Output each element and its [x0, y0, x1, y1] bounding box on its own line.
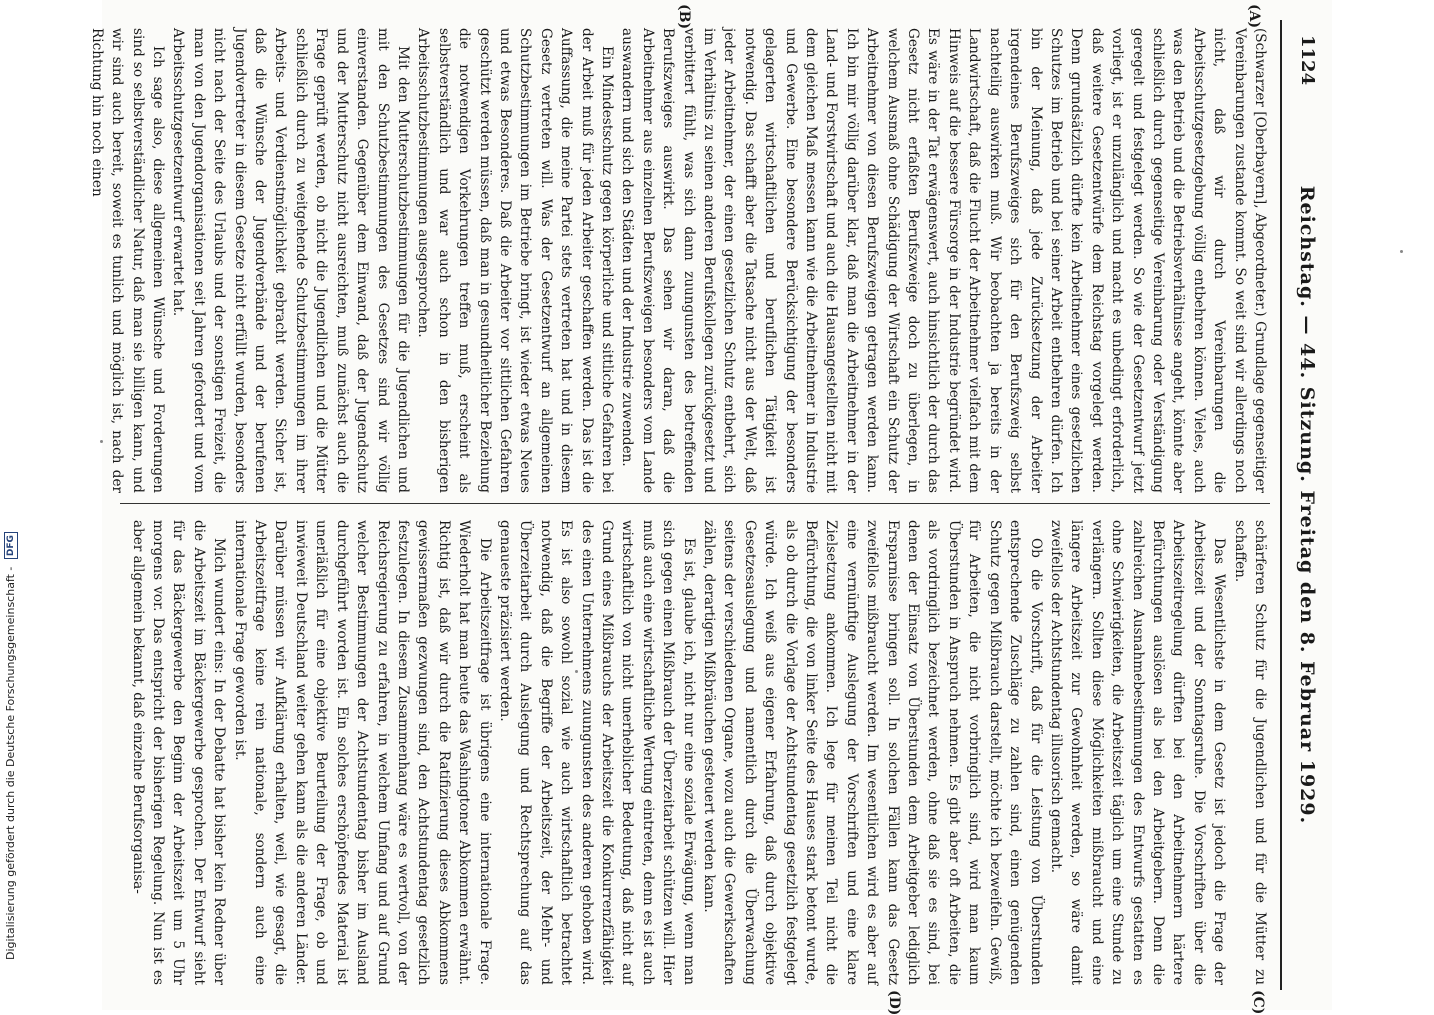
- scan-speck: [1400, 250, 1403, 253]
- margin-marker-c: (C): [1250, 990, 1266, 1015]
- page-title: Reichstag. — 44. Sitzung. Freitag den 8. Februar 1929.: [1296, 185, 1318, 825]
- right-column: [120, 520, 1270, 985]
- page-header: [1286, 0, 1326, 1010]
- paragraph: Das Wesentlichste in dem Gesetz ist jedoch die Frage der Arbeitszeit und der Sonntagsruhe. Die Vorschriften über die Arbeitszeitregelung dürften bei den Arbeitnehmern härtere Befürchtungen auslösen als bei den Arbeitgebern. Denn die zahlreichen Ausnahmebestimmungen des Entwurfs gestatten es ohne Schwierigkeiten, die Arbeitszeit täglich um eine Stunde zu verlängern. Sollten diese Möglichkeiten mißbraucht und eine längere Arbeitszeit zur Gewohnheit werden, so wäre damit zweifellos der Achtstundentag illusorisch gemacht.: [1047, 520, 1228, 985]
- margin-marker-a: (A): [1246, 4, 1262, 29]
- page-number: 1124: [1297, 35, 1318, 86]
- paragraph: schärferen Schutz für die Jugendlichen und für die Mütter zu schaffen.: [1231, 520, 1268, 985]
- margin-marker-d: (D): [886, 990, 902, 1015]
- paragraph: Ein Mindestschutz gegen körperliche und sittliche Gefahren bei der Arbeit muß für jeden Arbeiter geschaffen werden. Das ist die Auffassung, die meine Partei stets vertreten hat und in diesem Gesetz vertreten will. Was der Gesetzentwurf an allgemeinen Schutzbestimmungen im Betriebe bringt, ist wieder etwas Neues und etwas Besonderes. Daß die Arbeiter vor sittlichen Gefahren geschützt werden müssen, daß man in gesundheitlicher Beziehung die notwendigen Vorkehrungen treffen muß, erscheint als selbstverständlich und war auch schon in den bisherigen Arbeitsschutzbestimmungen ausgesprochen.: [415, 28, 615, 493]
- dfg-logo-icon: DFG: [4, 532, 18, 559]
- paragraph: Es ist, glaube ich, nicht nur eine soziale Erwägung, wenn man sich gegen einen Mißbrauch der Überzeitarbeit schützen will. Hier muß auch eine wirtschaftliche Wertung eintreten, denn es ist auch wirtschaftlich von nicht unerheblicher Bedeutung, daß nicht auf Grund eines Mißbrauchs der Arbeitszeit die Konkurrenzfähigkeit des einen Unternehmens zuungunsten des anderen gehoben wird. Es ist also sowohl sozial wie auch wirtschaftlich betrachtet notwendig, daß die Begriffe der Arbeitszeit, der Mehr- und Überzeitarbeit durch Auslegung und Rechtsprechung auf das genaueste präzisiert werden.: [496, 520, 697, 985]
- scan-speck: [100, 440, 103, 443]
- scanned-page: [88, 0, 1332, 1015]
- scan-speck: [575, 670, 578, 673]
- paragraph: Die Arbeitszeitfrage ist übrigens eine internationale Frage. Wiederholt hat man heute das Washingtoner Abkommen erwähnt. Richtig ist, daß wir durch die Ratifizierung dieses Abkommens gewissermaßen gezwungen sind, den Achtstundentag gesetzlich festzulegen. In diesem Zusammenhang wäre es wertvoll, von der Reichsregierung zu erfahren, in welchem Umfang und auf Grund welcher Bestimmungen der Achtstundentag bisher im Ausland durchgeführt worden ist. Ein solches erschöpfendes Material ist unerläßlich für eine objektive Beurteilung der Frage, ob und inwieweit Deutschland weiter gehen kann als die anderen Länder. Darüber müssen wir Aufklärung erhalten, weil, wie gesagt, die Arbeitszeitfrage keine rein nationale, sondern auch eine internationale Frage geworden ist.: [231, 520, 493, 985]
- paragraph: Ich sage also, diese allgemeinen Wünsche und Forderungen sind so selbstverständlicher Natur, daß man sie billigen kann, und wir sind auch bereit, soweit es tunlich und möglich ist, nach der Richtung hin noch einen: [88, 28, 167, 493]
- paragraph: Mich wundert eins: In der Debatte hat bisher kein Redner über die Arbeitszeit im Bäckergewerbe gesprochen. Der Entwurf sieht für das Bäckergewerbe den Beginn der Arbeitszeit um 5 Uhr morgens vor. Das entspricht der bisherigen Regelung. Nun ist es aber allgemein bekannt, daß einzelne Berufsorganisa-: [129, 520, 228, 985]
- credit-text: Digitalisierung gefördert durch die Deutsche Forschungsgemeinschaft -: [4, 566, 17, 960]
- paragraph: Mit den Mutterschutzbestimmungen für die Jugendlichen und mit den Schutzbestimmungen des Gesetzes sind wir völlig einverstanden. Gegenüber dem Einwand, daß der Jugendschutz und der Mutterschutz nicht ausreichten, muß zunächst auch die Frage geprüft werden, ob nicht die Jugendlichen und die Mütter schließlich durch zu weitgehende Schutzbestimmungen im ihrer Arbeits- und Verdienstmöglichkeit gebracht werden. Sicher ist, daß die Wünsche der Jugendverbände und der berufenen Jugendvertreter in diesem Gesetze nicht erfüllt wurden, besonders nicht nach der Seite des Urlaubs und der sonstigen Freizeit, die man von den Jugendorganisationen seit Jahren gefordert und vom Arbeitsschutzgesetzentwurf erwartet hat.: [170, 28, 411, 493]
- left-column: [88, 28, 1270, 493]
- margin-marker-b: (B): [676, 4, 692, 30]
- header-rule: [1280, 20, 1282, 990]
- paragraph: (Schwarzer [Oberbayern], Abgeordneter.) Grundlage gegenseitiger Vereinbarungen zustande kommt. So weit sind wir allerdings noch nicht, daß wir durch Vereinbarungen die Arbeitsschutzgesetzgebung völlig entbehren können. Vieles, auch was den Betrieb und die Betriebsverhältnisse angeht, könnte aber schließlich durch gegenseitige Vereinbarung oder Verständigung geregelt und festgelegt werden. So wie der Gesetzentwurf jetzt vorliegt, ist er unzulänglich und macht es unbedingt erforderlich, daß weitere Gesetzentwürfe dem Reichstag vorgelegt werden. Denn grundsätzlich dürfte kein Arbeitnehmer eines gesetzlichen Schutzes im Betrieb und bei seiner Arbeit entbehren dürfen. Ich bin der Meinung, daß jede Zurücksetzung der Arbeiter irgendeines Berufszweiges sich für den Berufszweig selbst nachteilig auswirken muß. Wir beobachten ja bereits in der Landwirtschaft, daß die Flucht der Arbeitnehmer vielfach mit dem Hinweis auf die bessere Fürsorge in der Industrie begründet wird. Es wäre in der Tat erwägenswert, auch hinsichtlich der durch das Gesetz nicht erfaßten Berufszweige doch zu überlegen, in welchem Ausmaß ohne Schädigung der Wirtschaft ein Schutz der Arbeitnehmer von diesen Berufszweigen getragen werden kann. Ich bin mir völlig darüber klar, daß man die Arbeitnehmer in der Land- und Forstwirtschaft und auch die Hausangestellten nicht mit dem gleichen Maß messen kann wie die Arbeitnehmer in Industrie und Gewerbe. Eine besondere Berücksichtigung der besonders gelagerten wirtschaftlichen und beruflichen Tätigkeit ist notwendig. Das schafft aber die Tatsache nicht aus der Welt, daß jeder Arbeitnehmer, der einen gesetzlichen Schutz entbehrt, sich im Verhältnis zu seinen anderen Berufskollegen zurückgesetzt und verbittert fühlt, was sich dann zuungunsten des betreffenden Berufszweiges auswirkt. Das sehen wir daran, daß die Arbeitnehmer aus einzelnen Berufszweigen besonders vom Lande auswandern und sich den Städten und der Industrie zuwenden.: [619, 28, 1268, 493]
- digitization-credit: [0, 0, 22, 1000]
- column-divider: [120, 503, 1270, 504]
- paragraph: Ob die Vorschrift, daß für die Leistung von Überstunden entsprechende Zuschläge zu zahlen sind, einen genügenden Schutz gegen Mißbrauch darstellt, möchte ich bezweifeln. Gewiß, für Arbeiten, die nicht vorbringlich sind, wird man kaum Überstunden in Anspruch nehmen. Es gibt aber oft Arbeiten, die als vordringlich bezeichnet werden, ohne daß sie es sind, bei denen der Einsatz von Überstunden dem Arbeitgeber lediglich Ersparnisse bringen soll. In solchen Fällen kann das Gesetz zweifellos mißbraucht werden. Im wesentlichen wird es aber auf eine vernünftige Auslegung der Vorschriften und eine klare Zielsetzung ankommen. Ich lege für meinen Teil nicht die Befürchtung, die von linker Seite des Hauses stark betont wurde, als ob durch die Vorlage der Achtstundentag gesetzlich festgelegt würde. Ich weiß aus eigener Erfahrung, daß durch objektive Gesetzesauslegung und namentlich durch die Überwachung seitens der verschiedenen Organe, wozu auch die Gewerkschaften zählen, derartigen Mißbräuchen gesteuert werden kann.: [701, 520, 1044, 985]
